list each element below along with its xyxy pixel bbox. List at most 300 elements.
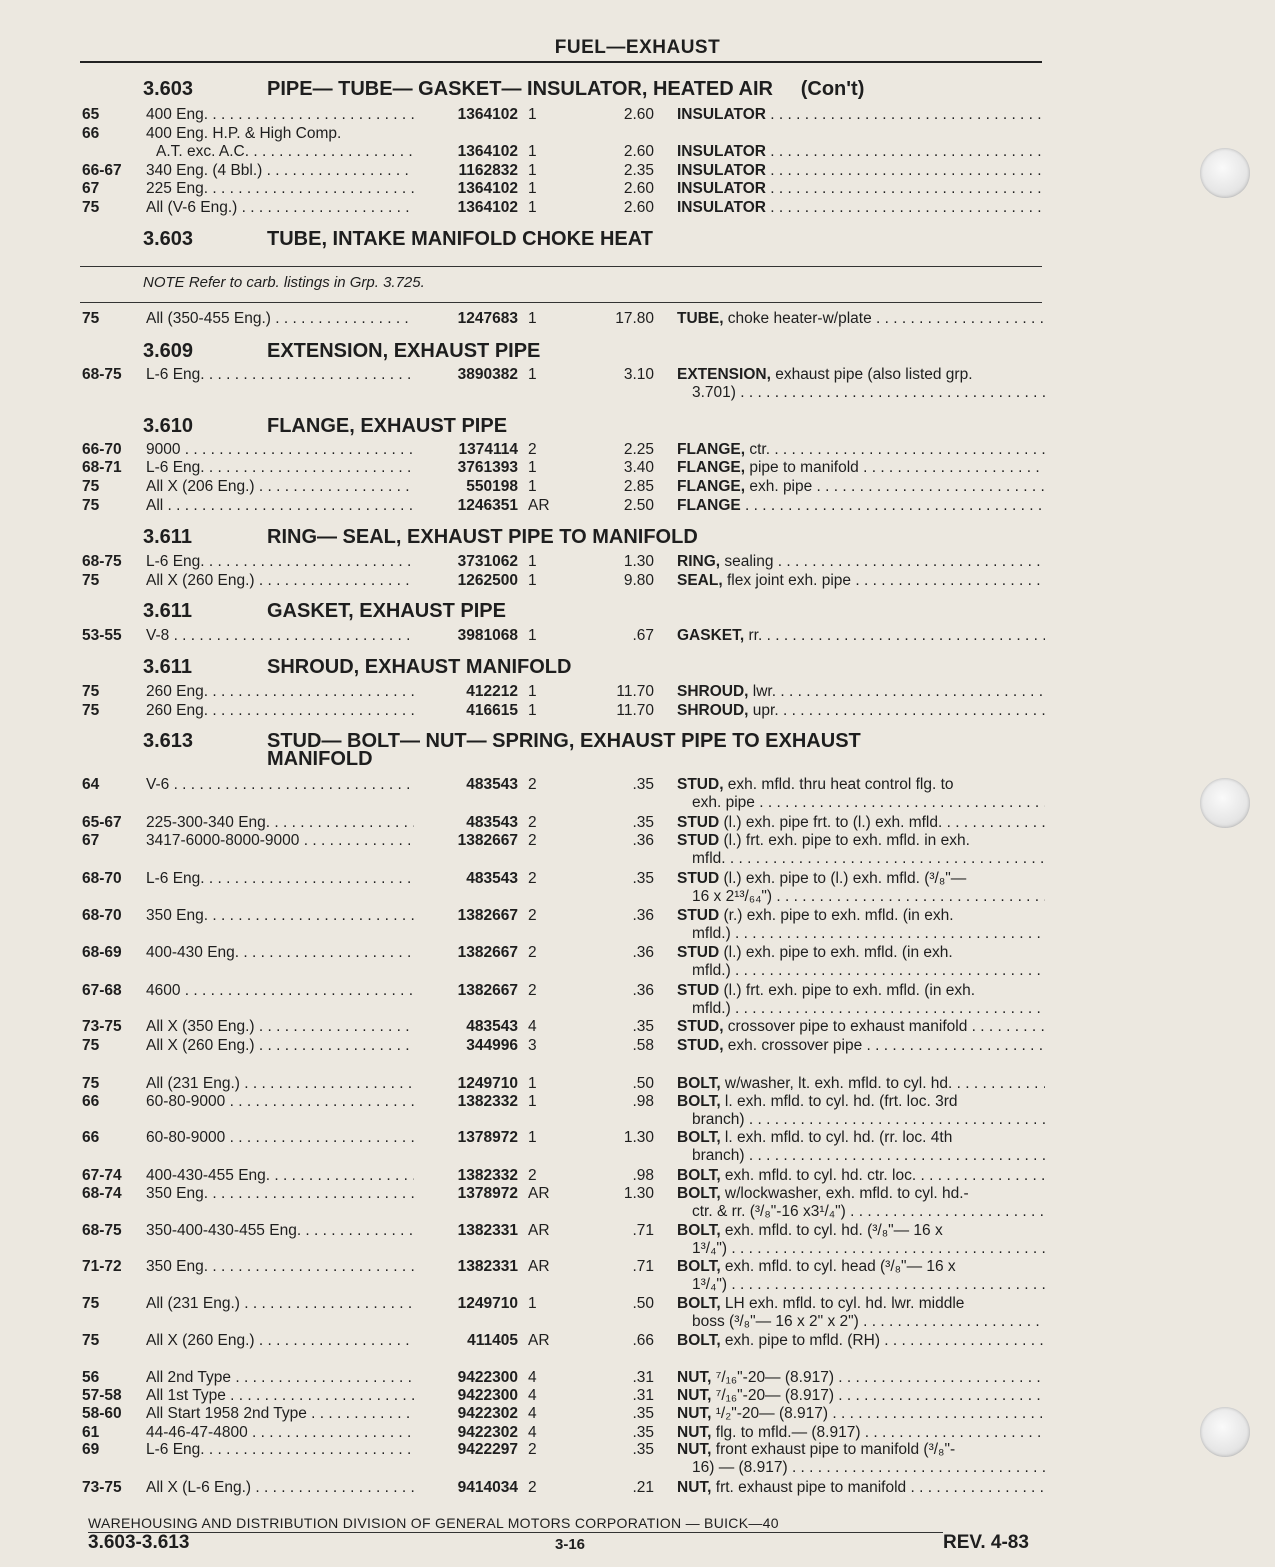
- part-name: [677, 1424, 1045, 1442]
- application: [146, 441, 414, 459]
- table-row: [0, 572, 1275, 592]
- part-name-keyword: BOLT,: [677, 1185, 721, 1202]
- price: 2.25: [623, 441, 654, 458]
- quantity: 4: [528, 1387, 537, 1404]
- model-year: 75: [82, 1295, 100, 1312]
- quantity: 2: [528, 944, 537, 961]
- application: [156, 143, 414, 161]
- part-name-detail: mfld.): [692, 962, 731, 979]
- table-row: [0, 143, 1275, 163]
- part-number: 412212: [466, 683, 518, 700]
- price: .35: [632, 1424, 654, 1441]
- part-name-keyword: INSULATOR: [677, 143, 766, 160]
- quantity: AR: [528, 497, 550, 514]
- part-number: 1249710: [457, 1295, 518, 1312]
- quantity: 1: [528, 199, 537, 216]
- part-name-detail: exh. pipe: [745, 478, 813, 495]
- part-name: [692, 1276, 1045, 1294]
- part-name-detail: (r.) exh. pipe to exh. mfld. (in exh.: [719, 907, 954, 924]
- application: [146, 1093, 414, 1111]
- part-name-keyword: FLANGE,: [677, 441, 746, 458]
- application-text: 400 Eng.: [146, 106, 209, 123]
- application: [146, 199, 414, 217]
- application-text: 350 Eng.: [146, 1185, 209, 1202]
- price: 2.50: [623, 497, 654, 514]
- part-number: 1382667: [457, 982, 518, 999]
- table-row: [0, 310, 1275, 330]
- table-row: [0, 459, 1275, 479]
- price: .50: [632, 1075, 654, 1092]
- part-number: 1262500: [457, 572, 518, 589]
- application-text: All X (260 Eng.): [146, 1037, 255, 1054]
- table-row: [0, 1441, 1275, 1461]
- part-name: [677, 814, 1045, 832]
- quantity: 1: [528, 366, 537, 383]
- part-number: 1382667: [457, 944, 518, 961]
- part-name: [692, 925, 1045, 943]
- price: .35: [632, 1405, 654, 1422]
- part-name-detail: branch): [692, 1147, 745, 1164]
- part-name-keyword: GASKET,: [677, 627, 745, 644]
- part-name-keyword: TUBE,: [677, 310, 724, 327]
- part-name-detail: crossover pipe to exhaust manifold: [723, 1018, 968, 1035]
- part-name: [692, 1000, 1045, 1018]
- part-name: [677, 1258, 1045, 1276]
- model-year: 58-60: [82, 1405, 122, 1422]
- part-name: [677, 1018, 1045, 1036]
- part-name: [677, 1405, 1045, 1423]
- part-name-keyword: BOLT,: [677, 1093, 721, 1110]
- quantity: 1: [528, 553, 537, 570]
- part-number: 1382331: [457, 1222, 518, 1239]
- application: [146, 310, 414, 328]
- model-year: 73-75: [82, 1018, 122, 1035]
- part-number: 1378972: [457, 1129, 518, 1146]
- part-number: 1364102: [457, 180, 518, 197]
- part-name-detail: exh. crossover pipe: [723, 1037, 863, 1054]
- part-name-keyword: EXTENSION,: [677, 366, 771, 383]
- price: .36: [632, 944, 654, 961]
- footer-revision: REV. 4-83: [943, 1532, 1029, 1553]
- application-text: All X (350 Eng.): [146, 1018, 255, 1035]
- part-name-keyword: STUD: [677, 832, 720, 849]
- footer-group-range: 3.603-3.613: [88, 1532, 190, 1553]
- application: [146, 125, 414, 143]
- part-name: [677, 1222, 1045, 1240]
- quantity: AR: [528, 1222, 550, 1239]
- table-row: [0, 180, 1275, 200]
- part-name-detail: exh. mfld. thru heat control flg. to: [723, 776, 954, 793]
- part-name: [677, 1479, 1045, 1497]
- model-year: 68-75: [82, 1222, 122, 1239]
- part-name: [677, 106, 1045, 124]
- part-name: [677, 497, 1045, 515]
- part-name-detail: 3.701): [692, 384, 736, 401]
- price: .50: [632, 1295, 654, 1312]
- model-year: 68-74: [82, 1185, 122, 1202]
- model-year: 66-67: [82, 162, 122, 179]
- part-number: 550198: [466, 478, 518, 495]
- part-number: 1382332: [457, 1093, 518, 1110]
- table-row: [0, 1147, 1275, 1167]
- part-number: 483543: [466, 776, 518, 793]
- application-text: 44-46-47-4800: [146, 1424, 248, 1441]
- application-text: 60-80-9000: [146, 1093, 226, 1110]
- application-text: All X (260 Eng.): [146, 572, 255, 589]
- part-name: [692, 1313, 1045, 1331]
- application: [146, 944, 414, 962]
- table-row: [0, 1295, 1275, 1315]
- table-row: [0, 1018, 1275, 1038]
- part-name-keyword: INSULATOR: [677, 106, 766, 123]
- table-row: [0, 384, 1275, 404]
- model-year: 73-75: [82, 1479, 122, 1496]
- price: 11.70: [616, 683, 654, 700]
- part-name: [677, 982, 1045, 1000]
- section-title: EXTENSION, EXHAUST PIPE: [267, 340, 541, 362]
- price: .98: [632, 1167, 654, 1184]
- quantity: AR: [528, 1332, 550, 1349]
- part-name-keyword: INSULATOR: [677, 180, 766, 197]
- model-year: 67: [82, 832, 100, 849]
- application-text: 3417-6000-8000-9000: [146, 832, 300, 849]
- application-text: 260 Eng.: [146, 702, 209, 719]
- application-text: 340 Eng. (4 Bbl.): [146, 162, 263, 179]
- price: 2.35: [623, 162, 654, 179]
- table-row: [0, 1369, 1275, 1389]
- part-name-detail: ¹/₂"-20— (8.917): [711, 1405, 829, 1422]
- application: [146, 1369, 414, 1387]
- application: [146, 1258, 414, 1276]
- header-rule: [80, 61, 1042, 63]
- table-row: [0, 1387, 1275, 1407]
- footer-page-number: 3-16: [555, 1536, 586, 1553]
- quantity: 1: [528, 627, 537, 644]
- quantity: 4: [528, 1405, 537, 1422]
- section-title: FLANGE, EXHAUST PIPE: [267, 415, 508, 437]
- quantity: 1: [528, 162, 537, 179]
- price: .35: [632, 870, 654, 887]
- part-number: 1249710: [457, 1075, 518, 1092]
- part-name: [677, 1185, 1045, 1203]
- part-number: 1364102: [457, 143, 518, 160]
- part-name-detail: exh. mfld. to cyl. hd. (³/₈"— 16 x: [720, 1222, 943, 1239]
- quantity: 2: [528, 832, 537, 849]
- part-name-detail: upr.: [748, 702, 779, 719]
- part-name-detail: LH exh. mfld. to cyl. hd. lwr. middle: [720, 1295, 965, 1312]
- part-name-detail: branch): [692, 1111, 745, 1128]
- section-number: 3.610: [143, 415, 194, 437]
- part-number: 9414034: [457, 1479, 518, 1496]
- part-name: [677, 1441, 1045, 1459]
- table-row: [0, 497, 1275, 517]
- part-name: [677, 1093, 1045, 1111]
- price: 11.70: [616, 702, 654, 719]
- part-name-keyword: STUD,: [677, 1037, 724, 1054]
- price: 3.40: [623, 459, 654, 476]
- model-year: 75: [82, 1037, 100, 1054]
- table-row: [0, 1000, 1275, 1020]
- model-year: 71-72: [82, 1258, 122, 1275]
- note-text: NOTE Refer to carb. listings in Grp. 3.725.: [143, 274, 425, 291]
- part-number: 9422297: [457, 1441, 518, 1458]
- application: [146, 1185, 414, 1203]
- price: .35: [632, 1441, 654, 1458]
- table-row: [0, 982, 1275, 1002]
- application-text: V-8: [146, 627, 170, 644]
- part-name-detail: exh. mfld. to cyl. hd. ctr. loc.: [720, 1167, 917, 1184]
- part-name-detail: mfld.: [692, 850, 726, 867]
- table-row: [0, 1405, 1275, 1425]
- table-row: [0, 1037, 1275, 1057]
- price: .36: [632, 982, 654, 999]
- part-name: [677, 162, 1045, 180]
- application-text: L-6 Eng.: [146, 459, 205, 476]
- model-year: 64: [82, 776, 100, 793]
- model-year: 75: [82, 1332, 100, 1349]
- part-name: [677, 832, 1045, 850]
- application: [146, 982, 414, 1000]
- model-year: 75: [82, 1075, 100, 1092]
- part-name-detail: front exhaust pipe to manifold (³/₈"-: [711, 1441, 956, 1458]
- part-name-keyword: BOLT,: [677, 1075, 721, 1092]
- part-name: [677, 1037, 1045, 1055]
- model-year: 75: [82, 310, 100, 327]
- part-name: [677, 944, 1045, 962]
- part-number: 1364102: [457, 106, 518, 123]
- part-name: [677, 478, 1045, 496]
- table-row: [0, 627, 1275, 647]
- table-row: [0, 478, 1275, 498]
- price: .21: [632, 1479, 654, 1496]
- table-row: [0, 888, 1275, 908]
- part-name-detail: choke heater-w/plate: [723, 310, 872, 327]
- application-text: All 2nd Type: [146, 1369, 232, 1386]
- part-name: [677, 310, 1045, 328]
- part-name-keyword: STUD: [677, 907, 720, 924]
- part-name-detail: rr.: [744, 627, 763, 644]
- model-year: 75: [82, 702, 100, 719]
- model-year: 66-70: [82, 441, 122, 458]
- table-row: [0, 1111, 1275, 1131]
- price: 17.80: [615, 310, 654, 327]
- part-name: [677, 1387, 1045, 1405]
- part-number: 483543: [466, 870, 518, 887]
- part-name-detail: ⁷/₁₆"-20— (8.917): [711, 1369, 834, 1386]
- application-text: 350 Eng.: [146, 1258, 209, 1275]
- application: [146, 1479, 414, 1497]
- note-rule-top: [80, 266, 1042, 267]
- application-text: 350-400-430-455 Eng.: [146, 1222, 302, 1239]
- part-name: [677, 702, 1045, 720]
- part-name-keyword: STUD: [677, 814, 720, 831]
- application-text: 225-300-340 Eng.: [146, 814, 271, 831]
- price: .36: [632, 832, 654, 849]
- part-name: [692, 794, 1045, 812]
- quantity: 1: [528, 1093, 537, 1110]
- quantity: AR: [528, 1185, 550, 1202]
- part-name-keyword: RING,: [677, 553, 721, 570]
- part-name-detail: mfld.): [692, 925, 731, 942]
- part-name: [677, 1075, 1045, 1093]
- section-number: 3.609: [143, 340, 194, 362]
- price: .98: [632, 1093, 654, 1110]
- model-year: 61: [82, 1424, 100, 1441]
- application-text: L-6 Eng.: [146, 553, 205, 570]
- part-name: [677, 553, 1045, 571]
- part-number: 411405: [467, 1332, 518, 1349]
- application: [146, 832, 414, 850]
- table-row: [0, 907, 1275, 927]
- section-number: 3.611: [143, 526, 192, 548]
- price: .36: [632, 907, 654, 924]
- application: [146, 478, 414, 496]
- application: [146, 572, 414, 590]
- part-number: 9422300: [457, 1369, 518, 1386]
- quantity: 1: [528, 1295, 537, 1312]
- quantity: 4: [528, 1424, 537, 1441]
- quantity: 2: [528, 870, 537, 887]
- part-name-keyword: STUD: [677, 870, 720, 887]
- part-name-keyword: STUD,: [677, 776, 724, 793]
- application-text: 350 Eng.: [146, 907, 209, 924]
- quantity: 1: [528, 1129, 537, 1146]
- part-number: 1162832: [458, 162, 518, 179]
- part-name-keyword: BOLT,: [677, 1295, 721, 1312]
- model-year: 67-74: [82, 1167, 122, 1184]
- quantity: 3: [528, 1037, 537, 1054]
- table-row: [0, 683, 1275, 703]
- application: [146, 1332, 414, 1350]
- model-year: 75: [82, 683, 100, 700]
- model-year: 68-75: [82, 553, 122, 570]
- table-row: [0, 125, 1275, 145]
- part-name-keyword: FLANGE,: [677, 478, 746, 495]
- part-name-keyword: STUD: [677, 982, 720, 999]
- application-text: 400-430-455 Eng.: [146, 1167, 271, 1184]
- part-name-detail: flex joint exh. pipe: [722, 572, 852, 589]
- model-year: 68-70: [82, 907, 122, 924]
- part-name-detail: exhaust pipe (also listed grp.: [770, 366, 973, 383]
- part-name-keyword: FLANGE: [677, 497, 741, 514]
- section-number: 3.603: [143, 228, 194, 250]
- application: [146, 162, 414, 180]
- part-name-detail: (l.) exh. pipe to (l.) exh. mfld. (³/₈"—: [719, 870, 967, 887]
- part-name-keyword: INSULATOR: [677, 199, 766, 216]
- part-name: [677, 366, 1045, 384]
- model-year: 68-75: [82, 366, 122, 383]
- part-name-keyword: NUT,: [677, 1387, 712, 1404]
- application-text: All (231 Eng.): [146, 1075, 240, 1092]
- application-text: All: [146, 497, 164, 514]
- application: [146, 1405, 414, 1423]
- application: [146, 1037, 414, 1055]
- table-row: [0, 1240, 1275, 1260]
- price: 2.60: [623, 106, 654, 123]
- price: .67: [632, 627, 654, 644]
- application-text: L-6 Eng.: [146, 1441, 205, 1458]
- part-number: 9422302: [457, 1424, 518, 1441]
- page-header: FUEL—EXHAUST: [554, 37, 721, 58]
- part-name: [677, 180, 1045, 198]
- part-name-detail: w/washer, lt. exh. mfld. to cyl. hd.: [720, 1075, 953, 1092]
- part-name-detail: w/lockwasher, exh. mfld. to cyl. hd.-: [720, 1185, 969, 1202]
- part-number: 1382667: [457, 907, 518, 924]
- part-name-detail: pipe to manifold: [745, 459, 859, 476]
- part-number: 483543: [466, 1018, 518, 1035]
- application-text: All (350-455 Eng.): [146, 310, 271, 327]
- part-name-keyword: FLANGE,: [677, 459, 746, 476]
- part-number: 3890382: [457, 366, 518, 383]
- section-title: SHROUD, EXHAUST MANIFOLD: [267, 656, 572, 678]
- application-text: 225 Eng.: [146, 180, 209, 197]
- part-name-keyword: STUD: [677, 944, 720, 961]
- section-number: 3.611: [143, 656, 192, 678]
- part-name: [677, 627, 1045, 645]
- table-row: [0, 1185, 1275, 1205]
- model-year: 67: [82, 180, 100, 197]
- part-name: [677, 572, 1045, 590]
- part-number: 1382667: [457, 832, 518, 849]
- part-name: [677, 776, 1045, 794]
- application: [146, 106, 414, 124]
- price: 3.10: [623, 366, 654, 383]
- price: .66: [632, 1332, 654, 1349]
- part-name-keyword: NUT,: [677, 1405, 712, 1422]
- part-name-detail: ctr. & rr. (³/₈"-16 x3¹/₄"): [692, 1203, 846, 1220]
- application-text: All X (L-6 Eng.): [146, 1479, 252, 1496]
- section-number: 3.603: [143, 78, 194, 100]
- table-row: [0, 776, 1275, 796]
- application: [146, 366, 414, 384]
- part-name: [692, 850, 1045, 868]
- part-name-detail: boss (³/₈"— 16 x 2" x 2"): [692, 1313, 859, 1330]
- quantity: 2: [528, 441, 537, 458]
- table-row: [0, 1479, 1275, 1499]
- model-year: 69: [82, 1441, 100, 1458]
- part-name: [677, 1129, 1045, 1147]
- price: .58: [632, 1037, 654, 1054]
- part-number: 344996: [466, 1037, 518, 1054]
- quantity: 1: [528, 106, 537, 123]
- part-name-detail: frt. exhaust pipe to manifold: [711, 1479, 907, 1496]
- footer-rule: [88, 1532, 943, 1533]
- application: [146, 1018, 414, 1036]
- price: 9.80: [623, 572, 654, 589]
- model-year: 57-58: [82, 1387, 122, 1404]
- part-name-detail: (l.) exh. pipe frt. to (l.) exh. mfld.: [719, 814, 943, 831]
- part-name: [692, 1147, 1045, 1165]
- application: [146, 1387, 414, 1405]
- price: .71: [632, 1258, 654, 1275]
- part-number: 1247683: [457, 310, 518, 327]
- price: 2.60: [623, 143, 654, 160]
- section-title: PIPE— TUBE— GASKET— INSULATOR, HEATED AIR (Con't): [267, 78, 865, 100]
- model-year: 75: [82, 572, 100, 589]
- quantity: 2: [528, 1479, 537, 1496]
- application: [146, 459, 414, 477]
- model-year: 68-71: [82, 459, 122, 476]
- table-row: [0, 794, 1275, 814]
- table-row: [0, 106, 1275, 126]
- part-name: [677, 683, 1045, 701]
- table-row: [0, 1222, 1275, 1242]
- application-text: All X (206 Eng.): [146, 478, 255, 495]
- model-year: 66: [82, 1129, 100, 1146]
- application-text: All (V-6 Eng.): [146, 199, 238, 216]
- part-name: [677, 1369, 1045, 1387]
- table-row: [0, 1093, 1275, 1113]
